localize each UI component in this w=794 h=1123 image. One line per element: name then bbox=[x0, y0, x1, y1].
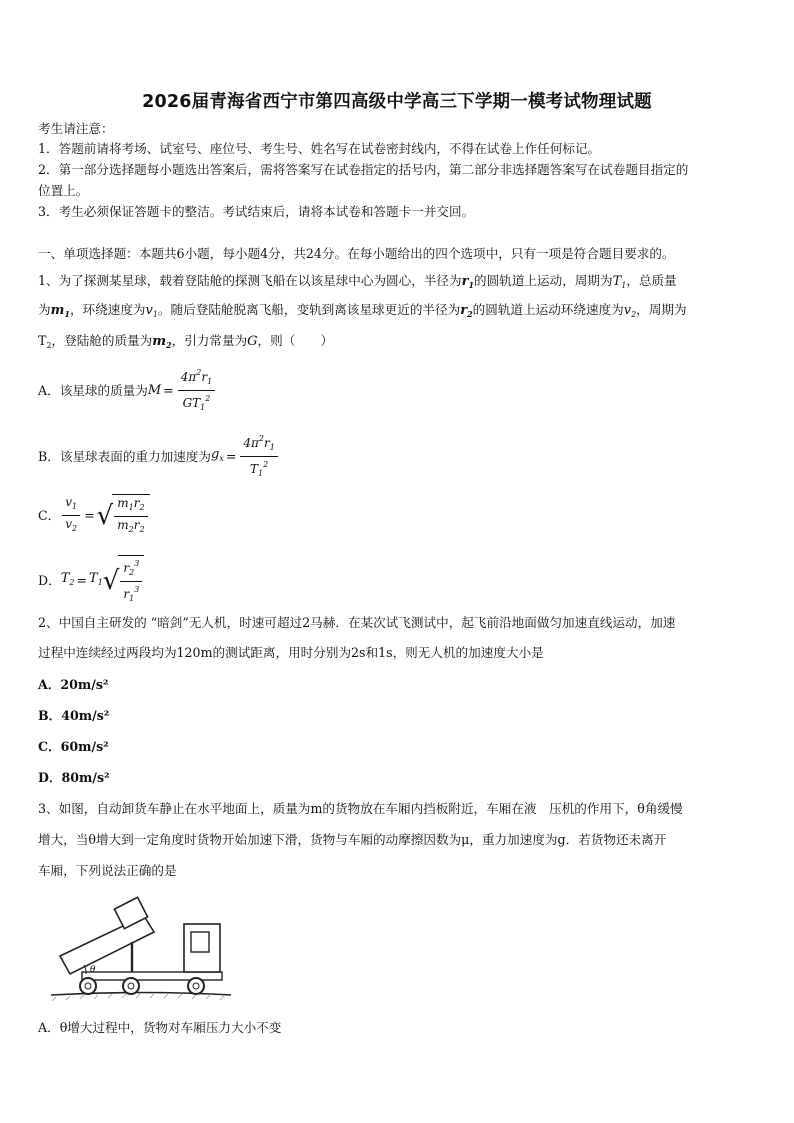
sym-v2: $v_2$ bbox=[623, 303, 637, 319]
q1-text: 的圆轨道上运动，周期为 bbox=[474, 273, 613, 288]
q1-text: 为 bbox=[38, 302, 51, 317]
option-label: A．该星球的质量为 bbox=[38, 382, 148, 398]
q1-line-1 bbox=[38, 274, 677, 293]
formula-sqrt: √ $\frac{m_1r_2}{m_2r_2}$ bbox=[97, 494, 150, 537]
sym-m2: $m_2$ bbox=[152, 334, 172, 350]
ground-line bbox=[51, 993, 231, 996]
notice-item-1: 1．答题前请将考场、试室号、座位号、考生号、姓名写在试卷密封线内，不得在试卷上作任何标记。 bbox=[38, 141, 601, 156]
q1-text: 的圆轨道上运动环绕速度为 bbox=[472, 302, 624, 317]
notice-item-3: 3．考生必须保证答题卡的整洁。考试结束后，请将本试卷和答题卡一并交回。 bbox=[38, 204, 475, 219]
formula-fraction: $\frac{4\pi^2r_1}{GT_1^2}$ bbox=[178, 366, 215, 415]
sym-T2: $T_2$ bbox=[38, 333, 52, 350]
ground-hatching bbox=[52, 994, 224, 1001]
theta-label: θ bbox=[90, 965, 96, 975]
q1-text: ，则（ ） bbox=[257, 333, 334, 348]
q2-line-1: 2、中国自主研发的 “暗剑”无人机，时速可超过2马赫．在某次试飞测试中，起飞前沿地面做匀加速直线运动，加速 bbox=[38, 615, 676, 630]
notice-heading: 考生请注意： bbox=[38, 121, 114, 136]
sym-v1: $v_1$ bbox=[145, 303, 158, 319]
dump-truck-figure bbox=[46, 894, 236, 1004]
q2-option-b: B．40m/s² bbox=[38, 708, 110, 723]
formula-sqrt: √ $\frac{r_2^3}{r_1^3}$ bbox=[103, 555, 145, 606]
q1-option-c: C． $\frac{v_1}{v_2}$ = √ $\frac{m_1r_2}{m_2r_2}$ bbox=[38, 494, 150, 537]
q1-option-d: D． $T_2$ = $T_1$ √ $\frac{r_2^3}{r_1^3}$ bbox=[38, 555, 144, 606]
sym-r2: $r_2$ bbox=[460, 303, 473, 319]
q1-text: ，周期为 bbox=[636, 302, 687, 317]
dump-truck-illustration bbox=[46, 894, 236, 1004]
q2-option-d: D．80m/s² bbox=[38, 770, 110, 785]
option-label: D． bbox=[38, 572, 61, 588]
cab-window bbox=[191, 932, 209, 952]
q1-text: ，环绕速度为 bbox=[69, 302, 146, 317]
exam-title: 2026届青海省西宁市第四高级中学高三下学期一模考试物理试题 bbox=[142, 92, 652, 112]
q1-option-a: A．该星球的质量为 M = $\frac{4\pi^2r_1}{GT_1^2}$ bbox=[38, 366, 217, 415]
q3-line-1: 3、如图，自动卸货车静止在水平地面上，质量为m的货物放在车厢内挡板附近，车厢在液 压机的作用下，θ角缓慢 bbox=[38, 801, 683, 816]
q1-text: 1、为了探测某星球，载着登陆舱的探测飞船在以该星球中心为圆心，半径为 bbox=[38, 273, 462, 288]
q1-text: 。随后登陆舱脱离飞船，变轨到离该星球更近的半径为 bbox=[157, 302, 461, 317]
option-label: B．该星球表面的重力加速度为 bbox=[38, 448, 211, 464]
q3-line-3: 车厢，下列说法正确的是 bbox=[38, 863, 177, 878]
q3-line-2: 增大，当θ增大到一定角度时货物开始加速下滑，货物与车厢的动摩擦因数为μ，重力加速度为g．若货物还未离开 bbox=[38, 832, 667, 847]
formula-symbol: $T_2$ bbox=[60, 570, 75, 587]
formula-fraction: $\frac{v_1}{v_2}$ bbox=[62, 495, 80, 536]
formula-symbol: M bbox=[147, 382, 162, 398]
sym-m1: $m_1$ bbox=[50, 303, 70, 319]
truck-bed bbox=[60, 916, 154, 974]
sym-r1: $r_1$ bbox=[461, 274, 475, 290]
q1-option-b: B．该星球表面的重力加速度为 $g_x$ = $\frac{4\pi^2r_1}{T_1^2}$ bbox=[38, 432, 280, 481]
q1-line-2 bbox=[38, 303, 687, 322]
q1-text: ，登陆舱的质量为 bbox=[51, 333, 153, 348]
q2-line-2: 过程中连续经过两段均为120m的测试距离，用时分别为2s和1s，则无人机的加速度大小是 bbox=[38, 645, 544, 660]
q3-option-a: A．θ增大过程中，货物对车厢压力大小不变 bbox=[38, 1020, 282, 1035]
q1-text: ，总质量 bbox=[626, 273, 677, 288]
formula-fraction: $\frac{4\pi^2r_1}{T_1^2}$ bbox=[240, 432, 277, 481]
q1-line-3 bbox=[38, 334, 333, 353]
notice-item-2-cont: 位置上。 bbox=[38, 183, 89, 198]
option-label: C． bbox=[38, 507, 61, 523]
sym-G: G bbox=[247, 334, 258, 349]
q1-text: ，引力常量为 bbox=[171, 333, 248, 348]
section-heading: 一、单项选择题：本题共6小题，每小题4分，共24分。在每小题给出的四个选项中，只有一项是符合题目要求的。 bbox=[38, 246, 675, 261]
sym-T1: $T_1$ bbox=[612, 274, 627, 290]
q2-option-a: A．20m/s² bbox=[38, 677, 109, 692]
formula-symbol: $g_x$ bbox=[210, 446, 224, 463]
notice-item-2: 2．第一部分选择题每小题选出答案后，需将答案写在试卷指定的括号内，第二部分非选择题答案写在试卷题目指定的 bbox=[38, 162, 689, 177]
q2-option-c: C．60m/s² bbox=[38, 739, 109, 754]
